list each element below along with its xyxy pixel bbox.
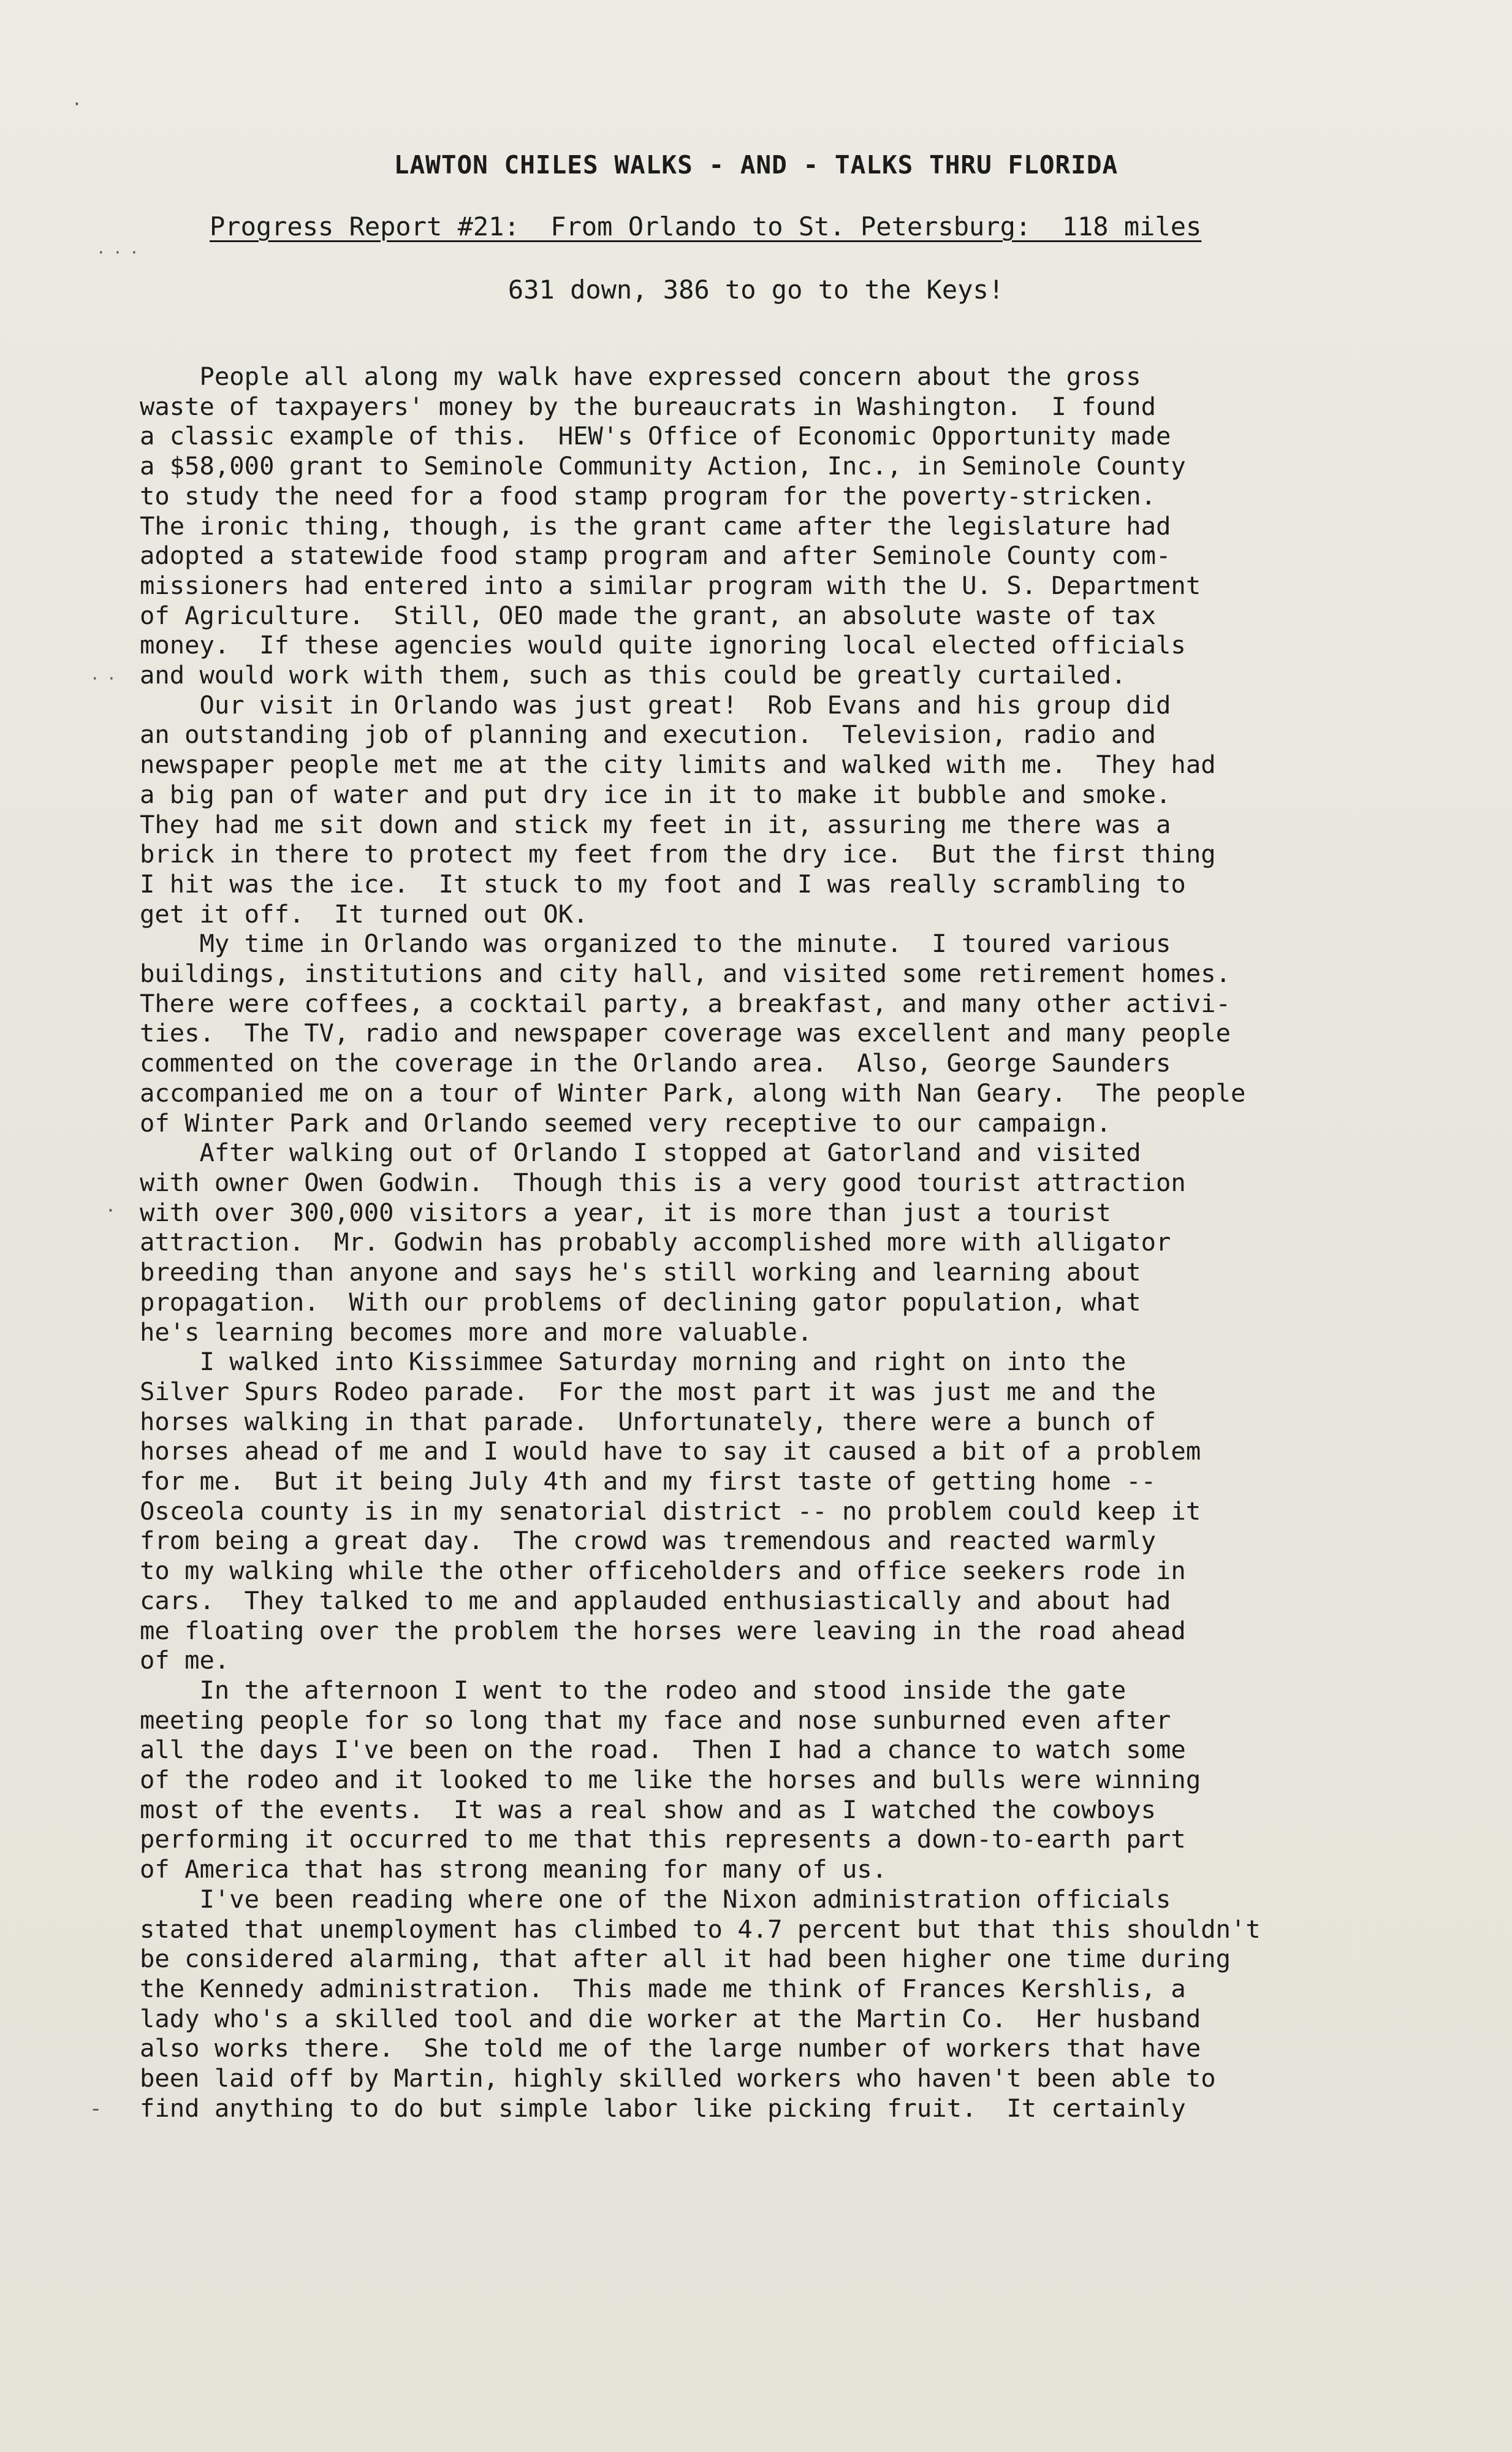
mileage-tally: 631 down, 386 to go to the Keys! (507, 275, 1005, 305)
text-line: I've been reading where one of the Nixon administration officials (140, 1884, 1171, 1914)
text-line: of me. (140, 1645, 230, 1675)
text-line: Osceola county is in my senatorial district -- no problem could keep it (140, 1496, 1201, 1526)
text-line: commented on the coverage in the Orlando area. Also, George Saunders (140, 1048, 1171, 1078)
text-line: newspaper people met me at the city limits and walked with me. They had (140, 750, 1216, 780)
text-line: of America that has strong meaning for many of us. (140, 1854, 887, 1884)
paper-speck: · (74, 92, 80, 116)
text-line: My time in Orlando was organized to the minute. I toured various (140, 929, 1171, 959)
text-line: the Kennedy administration. This made me think of Frances Kershlis, a (140, 1973, 1186, 2003)
text-line: of Agriculture. Still, OEO made the grant, an absolute waste of tax (140, 600, 1157, 630)
text-line: to my walking while the other officeholders and office seekers rode in (140, 1556, 1186, 1586)
text-line: a $58,000 grant to Seminole Community Action, Inc., in Seminole County (140, 451, 1186, 481)
text-line: There were coffees, a cocktail party, a breakfast, and many other activi- (140, 988, 1231, 1018)
text-line: me floating over the problem the horses were leaving in the road ahead (140, 1615, 1186, 1645)
text-line: all the days I've been on the road. Then I had a chance to watch some (140, 1735, 1186, 1765)
margin-dots: · · (92, 668, 117, 690)
text-line: The ironic thing, though, is the grant came after the legislature had (140, 511, 1171, 541)
text-line: a big pan of water and put dry ice in it to make it bubble and smoke. (140, 779, 1171, 809)
text-line: most of the events. It was a real show and as I watched the cowboys (140, 1794, 1157, 1824)
text-line: from being a great day. The crowd was tremendous and reacted warmly (140, 1526, 1157, 1556)
margin-dot: · (107, 1198, 114, 1223)
text-line: been laid off by Martin, highly skilled workers who haven't been able to (140, 2063, 1216, 2093)
text-line: cars. They talked to me and applauded enthusiastically and about had (140, 1585, 1171, 1615)
text-line: brick in there to protect my feet from the dry ice. But the first thing (140, 839, 1216, 869)
text-line: also works there. She told me of the large number of workers that have (140, 2033, 1201, 2063)
text-line: he's learning becomes more and more valuable. (140, 1317, 813, 1347)
text-line: breeding than anyone and says he's still working and learning about (140, 1257, 1141, 1287)
text-line: propagation. With our problems of declining gator population, what (140, 1287, 1141, 1317)
text-line: stated that unemployment has climbed to 4.7 percent but that this shouldn't (140, 1914, 1261, 1944)
text-line: an outstanding job of planning and execution. Television, radio and (140, 720, 1157, 750)
text-line: for me. But it being July 4th and my first taste of getting home -- (140, 1466, 1157, 1496)
text-line: buildings, institutions and city hall, and visited some retirement homes. (140, 959, 1231, 989)
text-line: meeting people for so long that my face and nose sunburned even after (140, 1705, 1171, 1735)
text-line: find anything to do but simple labor like picking fruit. It certainly (140, 2093, 1186, 2123)
text-line: with over 300,000 visitors a year, it is more than just a tourist (140, 1197, 1111, 1227)
margin-dash: - (92, 2096, 100, 2121)
text-line: with owner Owen Godwin. Though this is a very good tourist attraction (140, 1167, 1186, 1197)
text-line: get it off. It turned out OK. (140, 899, 588, 929)
text-line: be considered alarming, that after all it had been higher one time during (140, 1944, 1231, 1974)
text-line: of Winter Park and Orlando seemed very receptive to our campaign. (140, 1108, 1111, 1138)
text-line: a classic example of this. HEW's Office of Economic Opportunity made (140, 421, 1171, 451)
text-line: of the rodeo and it looked to me like the horses and bulls were winning (140, 1765, 1201, 1795)
text-line: Our visit in Orlando was just great! Rob Evans and his group did (140, 690, 1171, 720)
text-line: and would work with them, such as this could be greatly curtailed. (140, 660, 1126, 690)
text-line: horses ahead of me and I would have to say it caused a bit of a problem (140, 1436, 1201, 1466)
margin-dots: · · · (98, 242, 140, 264)
report-body (140, 362, 1500, 2123)
text-line: People all along my walk have expressed concern about the gross (140, 362, 1141, 391)
text-line: money. If these agencies would quite ignoring local elected officials (140, 630, 1186, 660)
text-line: lady who's a skilled tool and die worker at the Martin Co. Her husband (140, 2003, 1201, 2033)
text-line: I hit was the ice. It stuck to my foot and I was really scrambling to (140, 869, 1186, 899)
text-line: missioners had entered into a similar program with the U. S. Department (140, 570, 1201, 600)
text-line: accompanied me on a tour of Winter Park, along with Nan Geary. The people (140, 1078, 1246, 1108)
text-line: attraction. Mr. Godwin has probably accomplished more with alligator (140, 1227, 1171, 1257)
text-line: I walked into Kissimmee Saturday morning and right on into the (140, 1347, 1126, 1377)
text-line: In the afternoon I went to the rodeo and stood inside the gate (140, 1675, 1126, 1705)
progress-report-subtitle: Progress Report #21: From Orlando to St. Petersburg: 118 miles (210, 211, 1202, 242)
text-line: adopted a statewide food stamp program and after Seminole County com- (140, 541, 1171, 571)
text-line: They had me sit down and stick my feet in it, assuring me there was a (140, 809, 1171, 839)
text-line: waste of taxpayers' money by the bureaucrats in Washington. I found (140, 391, 1157, 421)
text-line: horses walking in that parade. Unfortunately, there were a bunch of (140, 1406, 1157, 1436)
text-line: After walking out of Orlando I stopped at Gatorland and visited (140, 1138, 1141, 1168)
text-line: to study the need for a food stamp program for the poverty-stricken. (140, 481, 1157, 511)
text-line: performing it occurred to me that this represents a down-to-earth part (140, 1824, 1186, 1854)
text-line: Silver Spurs Rodeo parade. For the most part it was just me and the (140, 1376, 1157, 1406)
text-line: ties. The TV, radio and newspaper coverage was excellent and many people (140, 1018, 1231, 1048)
document-title: LAWTON CHILES WALKS - AND - TALKS THRU FLORIDA (393, 150, 1119, 180)
